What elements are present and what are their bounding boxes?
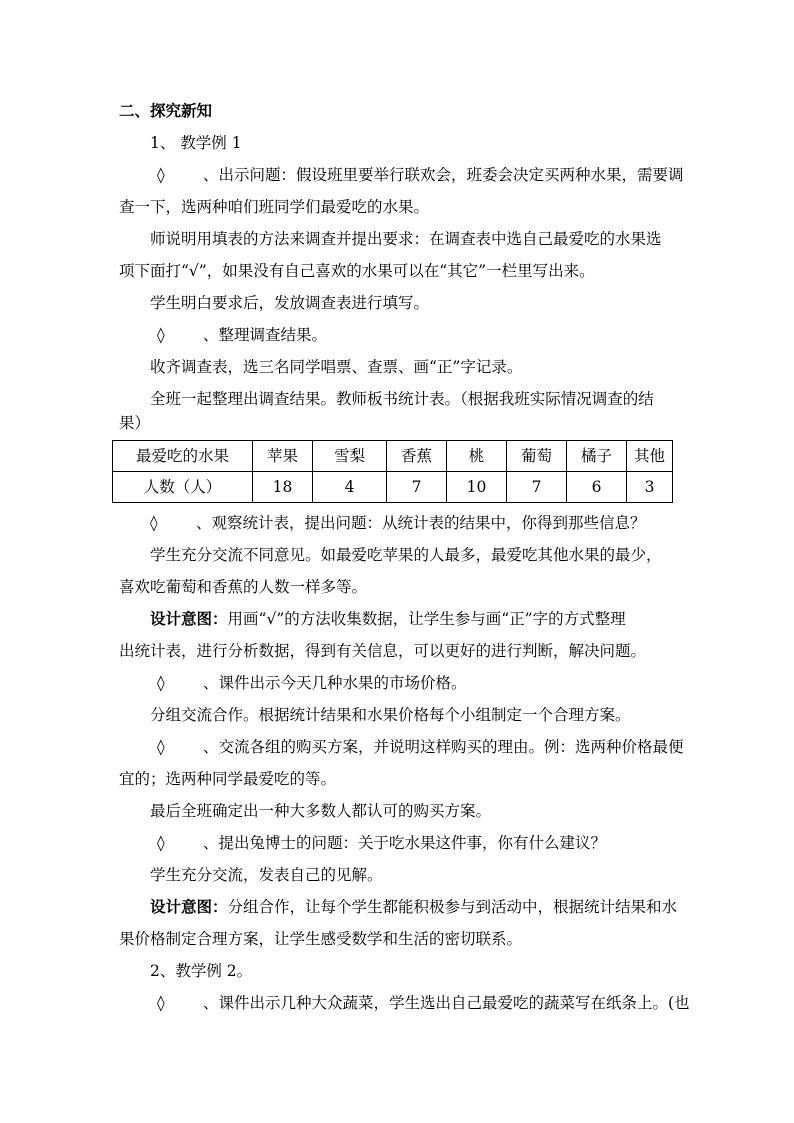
table-header-cell: 雪梨 xyxy=(313,441,387,472)
table-header-cell: 其他 xyxy=(627,441,673,472)
design-intent-2 xyxy=(150,897,677,917)
diamond-bullet-icon: ◊ xyxy=(157,834,165,852)
paragraph-text: 项下面打“√”，如果没有自己喜欢的水果可以在“其它”一栏里写出来。 xyxy=(119,262,595,280)
diamond-bullet-icon: ◊ xyxy=(157,994,165,1012)
paragraph-observe xyxy=(150,513,646,533)
paragraph-text: 、提出兔博士的问题：关于吃水果这件事，你有什么建议？ xyxy=(203,834,607,852)
paragraph-vegetables xyxy=(157,993,690,1013)
paragraph-text: 学生充分交流，发表自己的见解。 xyxy=(150,866,383,884)
paragraph-text: 果价格制定合理方案，让学生感受数学和生活的密切联系。 xyxy=(119,930,523,948)
diamond-bullet-icon: ◊ xyxy=(157,326,165,344)
table-cell: 10 xyxy=(447,472,507,503)
table-cell: 18 xyxy=(253,472,313,503)
fruit-statistics-table xyxy=(112,440,673,503)
paragraph-text: 查一下，选两种咱们班同学们最爱吃的水果。 xyxy=(119,198,430,216)
table-header-cell: 橘子 xyxy=(567,441,627,472)
paragraph-text: 师说明用填表的方法来调查并提出要求：在调查表中选自己最爱吃的水果选 xyxy=(150,230,662,248)
table-header-cell: 最爱吃的水果 xyxy=(113,441,253,472)
table-header-row xyxy=(113,441,673,472)
table-header-cell: 葡萄 xyxy=(507,441,567,472)
diamond-bullet-icon: ◊ xyxy=(157,738,165,756)
table-cell: 人数（人） xyxy=(113,472,253,503)
table-cell: 7 xyxy=(507,472,567,503)
table-cell: 3 xyxy=(627,472,673,503)
table-header-cell: 桃 xyxy=(447,441,507,472)
table-header-cell: 苹果 xyxy=(253,441,313,472)
paragraph-text: 、交流各组的购买方案，并说明这样购买的理由。例：选两种价格最便 xyxy=(203,738,684,756)
paragraph-text: 学生充分交流不同意见。如最爱吃苹果的人最多，最爱吃其他水果的最少， xyxy=(150,546,662,564)
paragraph-text: 喜欢吃葡萄和香蕉的人数一样多等。 xyxy=(119,578,368,596)
paragraph-text: 收齐调查表，选三名同学唱票、查票、画“正”字记录。 xyxy=(150,358,523,376)
paragraph-exchange xyxy=(157,737,684,757)
paragraph-text: 宜的；选两种同学最爱吃的等。 xyxy=(119,770,337,788)
table-header-cell: 香蕉 xyxy=(387,441,447,472)
paragraph-text: 学生明白要求后，发放调查表进行填写。 xyxy=(150,294,430,312)
paragraph-text: 最后全班确定出一种大多数人都认可的购买方案。 xyxy=(150,802,492,820)
section-title: 二、探究新知 xyxy=(119,101,213,120)
table-row xyxy=(113,472,673,503)
paragraph-text: 、整理调查结果。 xyxy=(203,326,328,344)
design-intent-label: 设计意图： xyxy=(150,897,228,916)
paragraph-text: 用画“√”的方法收集数据，让学生参与画“正”字的方式整理 xyxy=(227,610,626,628)
paragraph-text: 全班一起整理出调查结果。教师板书统计表。（根据我班实际情况调查的结 xyxy=(150,390,654,408)
paragraph-text: 、课件出示今天几种水果的市场价格。 xyxy=(203,674,467,692)
table-cell: 6 xyxy=(567,472,627,503)
paragraph-text: 分组合作，让每个学生都能积极参与到活动中，根据统计结果和水 xyxy=(227,898,678,916)
paragraph-suggestion xyxy=(157,833,606,853)
paragraph-text: 、出示问题：假设班里要举行联欢会，班委会决定买两种水果，需要调 xyxy=(203,166,684,184)
table-cell: 4 xyxy=(313,472,387,503)
paragraph-text: 、观察统计表，提出问题：从统计表的结果中，你得到那些信息？ xyxy=(196,514,646,532)
diamond-bullet-icon: ◊ xyxy=(157,166,165,184)
example2-heading: 2、教学例 2。 xyxy=(150,962,253,980)
paragraph-text: 出统计表，进行分析数据，得到有关信息，可以更好的进行判断，解决问题。 xyxy=(119,642,647,660)
paragraph-text: 果） xyxy=(119,414,151,432)
paragraph-problem xyxy=(157,165,684,185)
paragraph-price xyxy=(157,673,467,693)
paragraph-text: 分组交流合作。根据统计结果和水果价格每个小组制定一个合理方案。 xyxy=(150,706,631,724)
diamond-bullet-icon: ◊ xyxy=(157,674,165,692)
example1-heading: 1、 教学例 1 xyxy=(150,134,242,152)
paragraph-text: 、课件出示几种大众蔬菜，学生选出自己最爱吃的蔬菜写在纸条上。(也 xyxy=(203,994,690,1012)
paragraph-organize xyxy=(157,325,327,345)
design-intent-label: 设计意图： xyxy=(150,609,228,628)
diamond-bullet-icon: ◊ xyxy=(150,514,158,532)
design-intent-1 xyxy=(150,609,626,629)
table-cell: 7 xyxy=(387,472,447,503)
